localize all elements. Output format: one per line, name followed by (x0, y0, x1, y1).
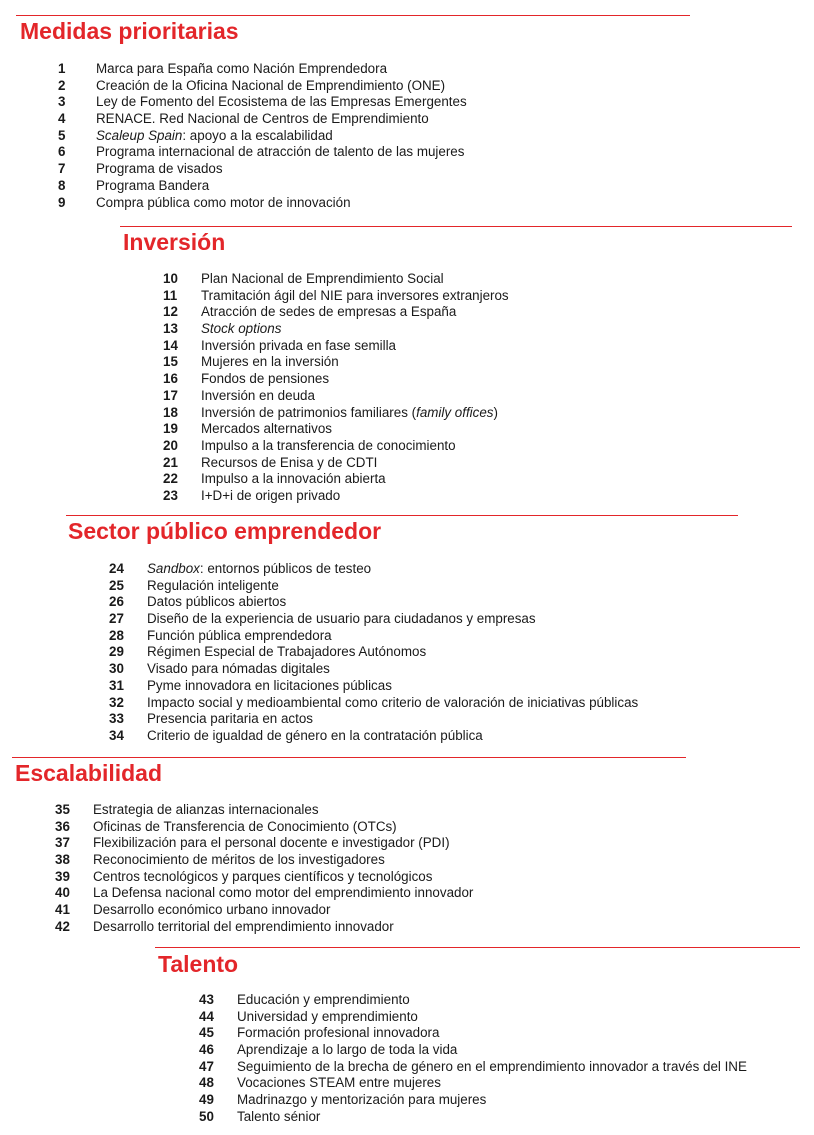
item-label (201, 488, 340, 505)
item-label-part: Madrinazgo y mentorización para mujeres (237, 1092, 487, 1108)
item-label (147, 711, 313, 728)
item-number: 36 (55, 818, 70, 834)
item-number: 15 (163, 354, 178, 370)
item-number: 33 (109, 711, 124, 727)
item-label-part: Oficinas de Transferencia de Conocimiento (OTCs) (93, 818, 397, 834)
item-label-part: Programa de visados (96, 161, 223, 177)
item-label (201, 421, 332, 438)
item-number: 40 (55, 885, 70, 901)
item-number: 37 (55, 835, 70, 851)
item-label-part: Tramitación ágil del NIE para inversores extranjeros (201, 287, 509, 303)
item-label-part: Fondos de pensiones (201, 371, 330, 387)
item-label (96, 94, 467, 111)
item-label (147, 695, 638, 712)
item-number: 44 (199, 1008, 214, 1024)
item-label (93, 919, 394, 936)
item-number: 11 (163, 287, 178, 303)
item-number: 1 (58, 61, 66, 76)
item-number: 28 (109, 627, 124, 643)
item-label (201, 388, 315, 405)
item-label-part: Flexibilización para el personal docente e investigador (PDI) (93, 835, 450, 851)
item-label-part: Impacto social y medioambiental como criterio de valoración de iniciativas públicas (147, 694, 639, 710)
item-number: 12 (163, 304, 178, 320)
item-number: 2 (58, 77, 66, 93)
item-label-italic-part: Scaleup Spain (96, 127, 183, 143)
item-number: 9 (58, 194, 66, 210)
item-number: 48 (199, 1075, 214, 1091)
item-label-part: Programa internacional de atracción de talento de las mujeres (96, 144, 465, 160)
item-label (237, 1092, 486, 1109)
item-label-italic-part: family offices (416, 404, 494, 420)
item-label-part: Diseño de la experiencia de usuario para ciudadanos y empresas (147, 611, 536, 627)
item-label-part: ) (493, 404, 498, 420)
item-label-part: Función pública emprendedora (147, 627, 332, 643)
item-number: 45 (199, 1025, 214, 1041)
item-number: 41 (55, 902, 70, 918)
item-label (201, 455, 377, 472)
item-number: 29 (109, 644, 124, 660)
item-number: 30 (109, 661, 124, 677)
item-label-part: Recursos de Enisa y de CDTI (201, 454, 378, 470)
item-label (96, 144, 464, 161)
item-label (96, 78, 445, 95)
item-label-part: Pyme innovadora en licitaciones públicas (147, 677, 392, 693)
item-number: 42 (55, 918, 70, 934)
item-label-part: Centros tecnológicos y parques científicos y tecnológicos (93, 868, 433, 884)
item-label-part: Talento sénior (237, 1108, 321, 1124)
item-label-part: Vocaciones STEAM entre mujeres (237, 1075, 441, 1091)
item-label (96, 128, 333, 145)
item-label (147, 678, 392, 695)
item-label (201, 304, 456, 321)
item-label (96, 195, 351, 212)
item-label (93, 819, 397, 836)
item-label-part: Inversión privada en fase semilla (201, 337, 397, 353)
item-number: 49 (199, 1092, 214, 1108)
item-label-part: Datos públicos abiertos (147, 594, 287, 610)
item-label-part: Impulso a la innovación abierta (201, 471, 386, 487)
item-number: 14 (163, 337, 178, 353)
item-label (93, 852, 385, 869)
item-label-part: Atracción de sedes de empresas a España (201, 304, 457, 320)
item-label-italic-part: Sandbox (147, 561, 200, 576)
item-label-part: Criterio de igualdad de género en la contratación pública (147, 727, 483, 743)
item-number: 46 (199, 1042, 214, 1058)
item-number: 3 (58, 94, 66, 110)
item-label (93, 835, 450, 852)
item-label (147, 561, 371, 578)
item-label-part: Mujeres en la inversión (201, 354, 339, 370)
item-label-part: Regulación inteligente (147, 577, 279, 593)
item-label (147, 611, 536, 628)
item-number: 43 (199, 992, 214, 1007)
item-label (93, 869, 432, 886)
section-title: Escalabilidad (15, 760, 163, 786)
item-number: 22 (163, 471, 178, 487)
item-label-part: Desarrollo económico urbano innovador (93, 902, 331, 918)
item-label-part: Plan Nacional de Emprendimiento Social (201, 271, 444, 286)
section-divider (12, 757, 686, 758)
item-number: 50 (199, 1108, 214, 1124)
item-label (147, 594, 286, 611)
section-divider (155, 947, 800, 948)
item-label (93, 802, 319, 819)
item-label (201, 321, 281, 338)
section-divider (120, 226, 792, 227)
item-number: 16 (163, 371, 178, 387)
item-label (96, 161, 223, 178)
item-number: 18 (163, 404, 178, 420)
item-number: 13 (163, 321, 178, 337)
item-number: 6 (58, 144, 66, 160)
item-label (93, 902, 330, 919)
item-label (93, 885, 473, 902)
item-number: 35 (55, 802, 70, 817)
item-number: 25 (109, 577, 124, 593)
item-label-part: Estrategia de alianzas internacionales (93, 802, 319, 817)
item-number: 17 (163, 387, 178, 403)
item-label (237, 1042, 457, 1059)
item-label (201, 438, 456, 455)
item-number: 23 (163, 487, 178, 503)
item-label (96, 178, 209, 195)
item-label-part: : entornos públicos de testeo (199, 561, 372, 576)
item-label-italic-part: Stock options (201, 321, 282, 337)
section-title: Talento (158, 951, 239, 977)
item-label-part: Desarrollo territorial del emprendimiento innovador (93, 918, 394, 934)
section-divider (16, 15, 690, 16)
item-label (237, 1075, 441, 1092)
item-label-part: Ley de Fomento del Ecosistema de las Empresas Emergentes (96, 94, 467, 110)
item-label-part: Visado para nómadas digitales (147, 661, 330, 677)
section-title: Sector público emprendedor (68, 518, 382, 544)
item-label-part: Creación de la Oficina Nacional de Emprendimiento (ONE) (96, 77, 446, 93)
item-number: 32 (109, 694, 124, 710)
item-label-part: I+D+i de origen privado (201, 487, 341, 503)
item-label (237, 1025, 439, 1042)
item-label-part: Inversión en deuda (201, 387, 315, 403)
item-number: 47 (199, 1058, 214, 1074)
item-label-part: Presencia paritaria en actos (147, 711, 313, 727)
section-title: Inversión (123, 229, 226, 255)
item-label (96, 111, 429, 128)
item-number: 31 (109, 677, 124, 693)
item-number: 20 (163, 437, 178, 453)
item-number: 10 (163, 271, 178, 286)
item-number: 5 (58, 127, 66, 143)
item-label-part: Impulso a la transferencia de conocimiento (201, 437, 456, 453)
item-label-part: RENACE. Red Nacional de Centros de Emprendimiento (96, 111, 429, 127)
item-label-part: Universidad y emprendimiento (237, 1008, 418, 1024)
item-label (201, 354, 339, 371)
item-number: 7 (58, 161, 66, 177)
item-number: 8 (58, 177, 66, 193)
item-label (201, 338, 396, 355)
item-label-part: Régimen Especial de Trabajadores Autónomos (147, 644, 427, 660)
item-label-part: Educación y emprendimiento (237, 992, 410, 1007)
item-label-part: Mercados alternativos (201, 421, 332, 437)
section-divider (66, 515, 738, 516)
item-label (237, 1109, 320, 1126)
item-label (237, 992, 410, 1009)
item-label (237, 1009, 418, 1026)
item-number: 39 (55, 868, 70, 884)
item-label-part: La Defensa nacional como motor del emprendimiento innovador (93, 885, 474, 901)
item-label-part: Programa Bandera (96, 177, 210, 193)
item-label-part: Seguimiento de la brecha de género en el emprendimiento innovador a través del INE (237, 1058, 747, 1074)
item-label-part: Marca para España como Nación Emprendedora (96, 61, 388, 76)
item-label-part: Formación profesional innovadora (237, 1025, 440, 1041)
section-title: Medidas prioritarias (20, 18, 239, 44)
item-number: 21 (163, 454, 178, 470)
item-label (201, 371, 329, 388)
item-label (147, 644, 426, 661)
item-label (201, 405, 498, 422)
item-label-part: : apoyo a la escalabilidad (182, 127, 333, 143)
item-label-part: Inversión de patrimonios familiares ( (201, 404, 417, 420)
item-label (201, 471, 386, 488)
item-label-part: Aprendizaje a lo largo de toda la vida (237, 1042, 458, 1058)
item-label (147, 578, 279, 595)
item-label (147, 728, 483, 745)
item-label (237, 1059, 747, 1076)
item-number: 27 (109, 611, 124, 627)
item-label (96, 61, 387, 78)
item-number: 19 (163, 421, 178, 437)
item-label (147, 628, 332, 645)
item-label-part: Reconocimiento de méritos de los investigadores (93, 852, 385, 868)
item-label (147, 661, 330, 678)
item-number: 24 (109, 561, 124, 576)
item-number: 38 (55, 852, 70, 868)
item-label (201, 288, 509, 305)
item-number: 34 (109, 727, 124, 743)
item-label (201, 271, 444, 288)
item-label-part: Compra pública como motor de innovación (96, 194, 351, 210)
item-number: 26 (109, 594, 124, 610)
item-number: 4 (58, 111, 66, 127)
